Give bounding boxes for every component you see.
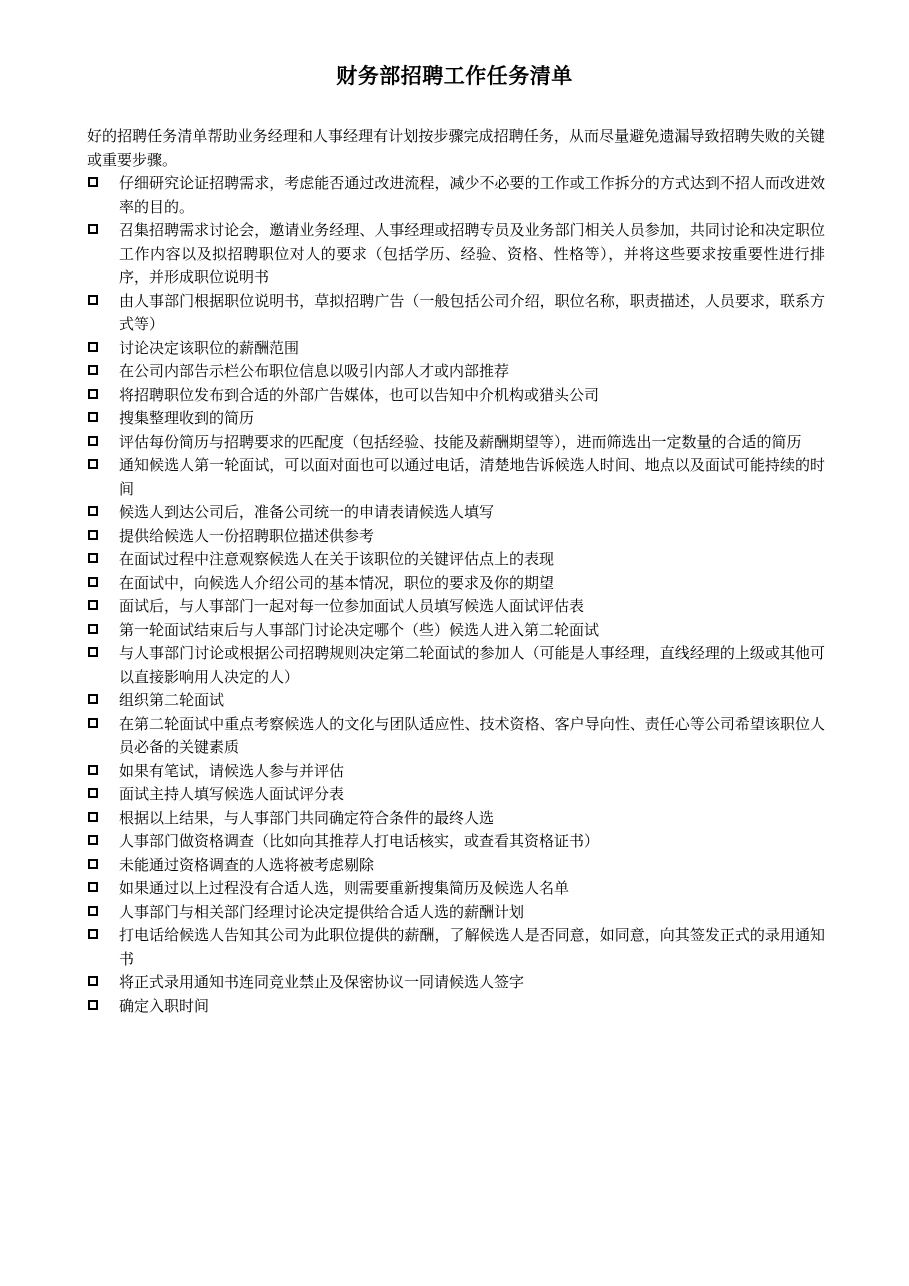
checklist-item [87,431,825,455]
checklist-item [87,290,825,337]
checklist-item-text: 讨论决定该职位的薪酬范围 [119,338,300,357]
checklist-item [87,619,825,643]
checklist-item-text: 在公司内部告示栏公布职位信息以吸引内部人才或内部推荐 [119,362,510,380]
checklist-item-text: 未能通过资格调查的人选将被考虑剔除 [119,855,375,874]
checklist-item [87,172,825,219]
checkbox-icon[interactable] [88,600,98,610]
checklist-item [87,854,825,878]
checkbox-icon[interactable] [88,177,98,187]
checkbox-icon[interactable] [88,906,98,916]
checklist-item-text: 与人事部门讨论或根据公司招聘规则决定第二轮面试的参加人（可能是人事经理，直线经理的上级或其他可以直接影响用人决定的人） [119,644,825,686]
checklist-item [87,572,825,596]
checklist-item [87,548,825,572]
checklist-item-text: 组织第二轮面试 [119,691,225,709]
checklist-item-text: 如果有笔试，请候选人参与并评估 [119,761,345,780]
checkbox-icon[interactable] [88,506,98,516]
checklist-item [87,971,825,995]
checklist-item [87,901,825,925]
checkbox-icon[interactable] [88,882,98,892]
checklist-item-text: 将正式录用通知书连同竞业禁止及保密协议一同请候选人签字 [119,973,525,991]
checkbox-icon[interactable] [88,412,98,422]
checklist-item [87,807,825,831]
checklist-item [87,407,825,431]
checklist-item [87,995,825,1019]
checkbox-icon[interactable] [88,365,98,375]
checklist-item-text: 面试后，与人事部门一起对每一位参加面试人员填写候选人面试评估表 [119,597,585,615]
checklist-item-text: 打电话给候选人告知其公司为此职位提供的薪酬，了解候选人是否同意，如同意，向其签发正式的录用通知书 [119,926,825,968]
checkbox-icon[interactable] [88,929,98,939]
checklist-item-text: 通知候选人第一轮面试，可以面对面也可以通过电话，清楚地告诉候选人时间、地点以及面试可能持续的时间 [119,456,825,498]
checkbox-icon[interactable] [88,295,98,305]
checklist-item-text: 提供给候选人一份招聘职位描述供参考 [119,526,375,545]
checklist-item-text: 第一轮面试结束后与人事部门讨论决定哪个（些）候选人进入第二轮面试 [119,620,600,639]
checkbox-icon[interactable] [88,859,98,869]
checkbox-icon[interactable] [88,812,98,822]
checklist-item-text: 召集招聘需求讨论会，邀请业务经理、人事经理或招聘专员及业务部门相关人员参加，共同讨论和决定职位工作内容以及拟招聘职位对人的要求（包括学历、经验、资格、性格等），并将这些要求按重要性进行排序，并形成职位说明书 [119,221,825,286]
checklist-item [87,783,825,807]
checkbox-icon[interactable] [88,718,98,728]
checkbox-icon[interactable] [88,976,98,986]
checklist-item-text: 人事部门与相关部门经理讨论决定提供给合适人选的薪酬计划 [119,902,525,921]
checklist-item-text: 确定入职时间 [119,996,210,1015]
checklist-item-text: 根据以上结果，与人事部门共同确定符合条件的最终人选 [119,808,495,827]
checklist-item-text: 在面试过程中注意观察候选人在关于该职位的关键评估点上的表现 [119,550,555,568]
checklist-item [87,501,825,525]
checkbox-icon[interactable] [88,224,98,234]
checkbox-icon[interactable] [88,389,98,399]
intro-paragraph: 好的招聘任务清单帮助业务经理和人事经理有计划按步骤完成招聘任务，从而尽量避免遗漏导致招聘失败的关键或重要步骤。 [87,127,825,169]
checklist-item-text: 搜集整理收到的简历 [119,409,255,427]
checkbox-icon[interactable] [88,624,98,634]
checklist-item [87,760,825,784]
checklist-item [87,713,825,760]
checkbox-icon[interactable] [88,694,98,704]
task-checklist [87,172,825,1018]
checklist-item [87,219,825,290]
checkbox-icon[interactable] [88,1000,98,1010]
checklist-item [87,924,825,971]
checklist-item [87,642,825,689]
checklist-item-text: 在第二轮面试中重点考察候选人的文化与团队适应性、技术资格、客户导向性、责任心等公司希望该职位人员必备的关键素质 [119,714,825,756]
checklist-item [87,595,825,619]
checklist-item [87,360,825,384]
checkbox-icon[interactable] [88,436,98,446]
checklist-item [87,830,825,854]
checklist-item [87,525,825,549]
checklist-item-text: 如果通过以上过程没有合适人选，则需要重新搜集简历及候选人名单 [119,879,570,897]
checklist-item [87,689,825,713]
checklist-item-text: 在面试中，向候选人介绍公司的基本情况，职位的要求及你的期望 [119,573,555,592]
checkbox-icon[interactable] [88,530,98,540]
checkbox-icon[interactable] [88,553,98,563]
checklist-item [87,337,825,361]
checklist-item-text: 人事部门做资格调查（比如向其推荐人打电话核实，或查看其资格证书） [119,832,600,850]
checklist-item-text: 候选人到达公司后，准备公司统一的申请表请候选人填写 [119,503,495,521]
checklist-item-text: 仔细研究论证招聘需求，考虑能否通过改进流程，减少不必要的工作或工作拆分的方式达到不招人而改进效率的目的。 [119,174,825,216]
checklist-item-text: 将招聘职位发布到合适的外部广告媒体，也可以告知中介机构或猎头公司 [119,385,600,404]
checklist-item-text: 由人事部门根据职位说明书，草拟招聘广告（一般包括公司介绍，职位名称，职责描述，人员要求，联系方式等） [119,291,825,333]
document-title: 财务部招聘工作任务清单 [336,64,573,88]
checkbox-icon[interactable] [88,342,98,352]
checklist-item [87,877,825,901]
checklist-item [87,384,825,408]
checklist-item-text: 面试主持人填写候选人面试评分表 [119,785,345,803]
checklist-item [87,454,825,501]
checkbox-icon[interactable] [88,765,98,775]
checkbox-icon[interactable] [88,647,98,657]
checklist-item-text: 评估每份简历与招聘要求的匹配度（包括经验、技能及薪酬期望等），进而筛选出一定数量的合适的简历 [119,432,802,451]
checkbox-icon[interactable] [88,835,98,845]
checkbox-icon[interactable] [88,577,98,587]
checkbox-icon[interactable] [88,459,98,469]
checkbox-icon[interactable] [88,788,98,798]
